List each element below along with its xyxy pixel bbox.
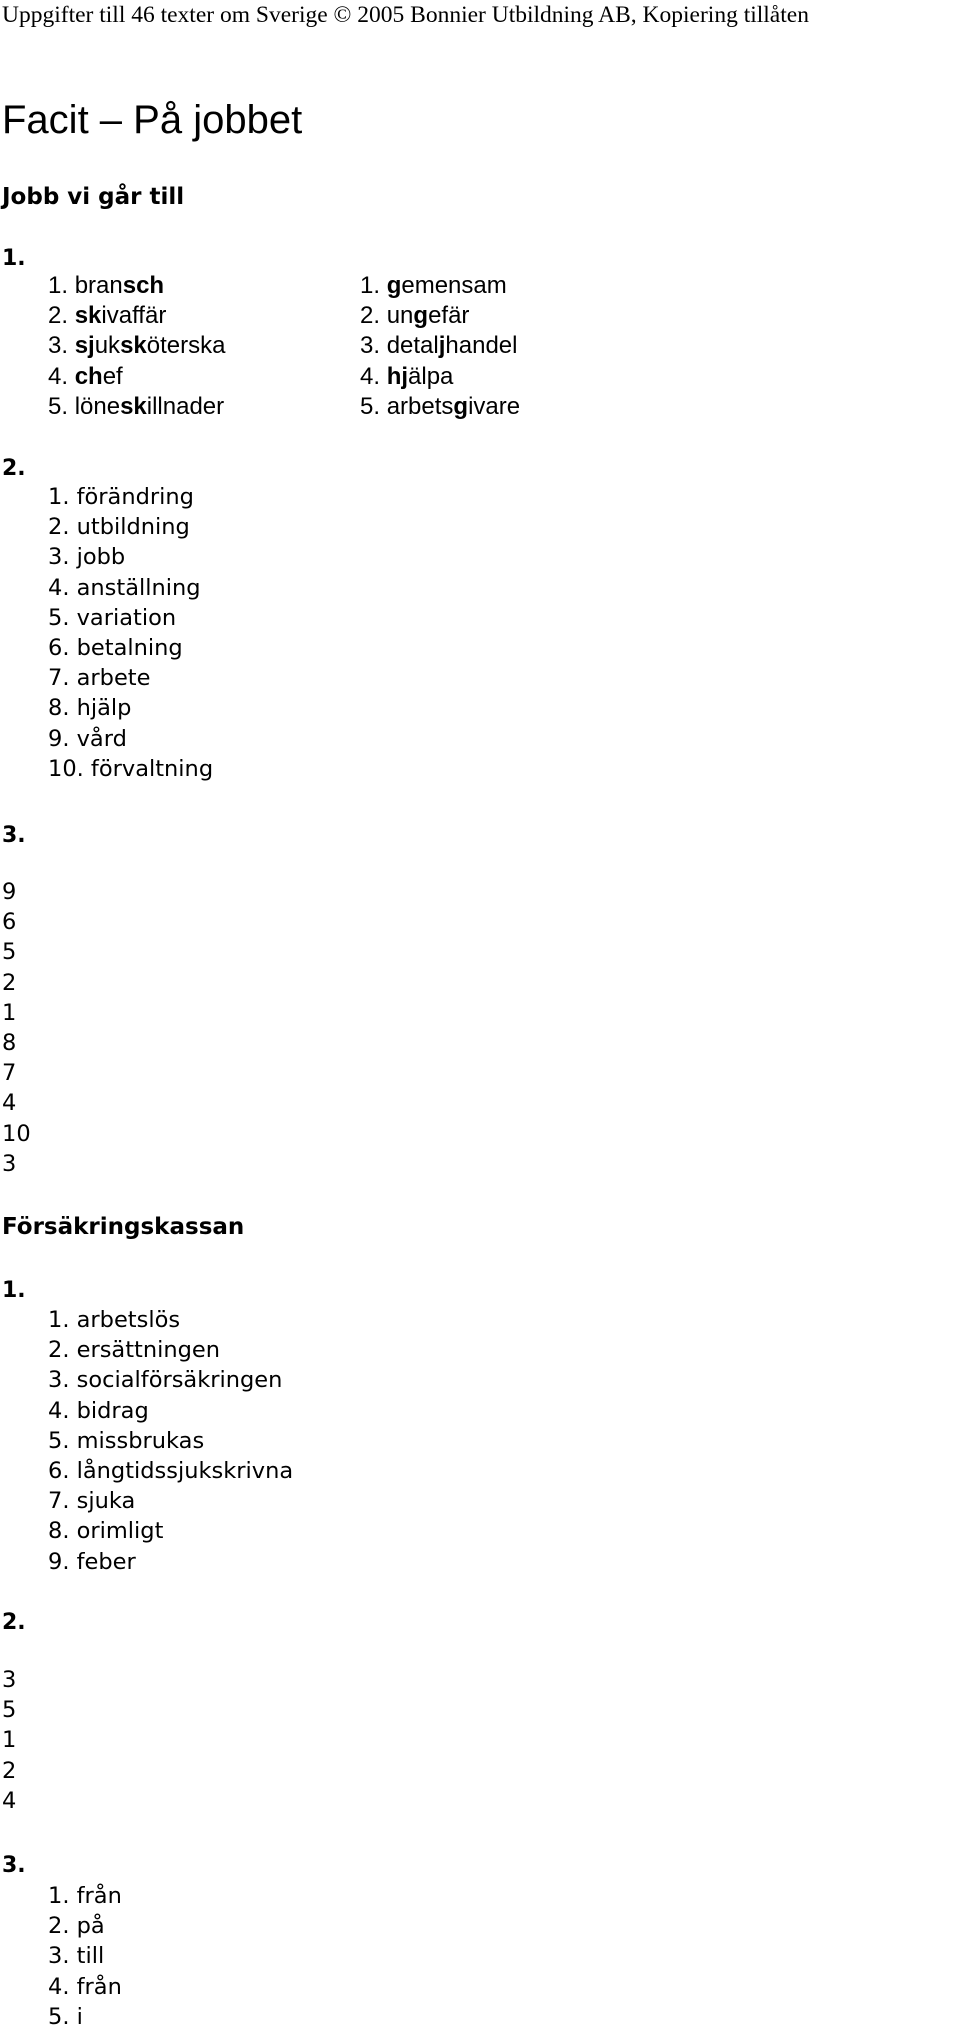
word-part: löne xyxy=(74,392,121,420)
number-item: 7 xyxy=(2,1060,17,1087)
list-item xyxy=(48,362,225,392)
list-item: 2. utbildning xyxy=(48,514,190,541)
question-label: 2. xyxy=(2,456,26,481)
list-item xyxy=(360,331,520,361)
list-item: 1. arbetslös xyxy=(48,1307,181,1333)
highlighted-letters: g xyxy=(413,302,429,330)
item-number: 1. xyxy=(48,272,75,299)
word-part: emensam xyxy=(401,272,507,299)
highlighted-letters: g xyxy=(453,392,469,420)
list-item: 10. förvaltning xyxy=(48,755,214,782)
number-item: 3 xyxy=(2,1667,17,1693)
list-item: 5. variation xyxy=(48,604,177,631)
word-part: detal xyxy=(386,332,439,360)
question-label: 2. xyxy=(2,1610,26,1635)
list-item xyxy=(48,392,225,422)
list-item: 6. långtidssjukskrivna xyxy=(48,1458,294,1485)
list-item: 9. vård xyxy=(48,725,127,752)
word-part: ef xyxy=(102,362,123,390)
highlighted-letters: g xyxy=(386,272,402,299)
word-list xyxy=(48,1305,293,1577)
list-item: 6. betalning xyxy=(48,635,183,662)
item-number: 5. xyxy=(48,392,75,420)
number-list xyxy=(2,1665,16,1816)
word-part: handel xyxy=(445,332,518,360)
item-number: 1. xyxy=(360,272,387,299)
list-item: 4. från xyxy=(48,1973,122,2000)
word-part: illnader xyxy=(146,392,225,420)
word-part: efär xyxy=(428,302,470,330)
item-number: 4. xyxy=(48,362,75,390)
highlighted-letters: hj xyxy=(386,362,409,390)
item-number: 4. xyxy=(360,362,387,390)
number-item: 4 xyxy=(2,1787,17,1814)
list-item: 2. på xyxy=(48,1913,105,1940)
list-item: 8. hjälp xyxy=(48,695,132,722)
page-title: Facit – På jobbet xyxy=(2,98,303,142)
question-label: 3. xyxy=(2,1853,26,1878)
word-list xyxy=(48,1881,122,2032)
list-item: 5. i xyxy=(48,2003,83,2030)
section-heading-jobb: Jobb vi går till xyxy=(2,184,185,210)
list-item xyxy=(360,362,520,392)
list-item: 9. feber xyxy=(48,1548,136,1575)
number-item: 10 xyxy=(2,1120,31,1147)
question-label: 1. xyxy=(2,1278,26,1303)
highlighted-letters: sk xyxy=(74,302,102,330)
page-header: Uppgifter till 46 texter om Sverige © 2005 Bonnier Utbildning AB, Kopiering tillåten xyxy=(2,2,809,28)
item-number: 5. xyxy=(360,392,387,420)
number-item: 5 xyxy=(2,939,17,966)
list-item: 3. till xyxy=(48,1943,105,1970)
item-number: 3. xyxy=(360,332,387,360)
list-item xyxy=(48,271,225,301)
word-list-left xyxy=(48,271,225,422)
list-item: 7. arbete xyxy=(48,665,151,692)
highlighted-letters: sk xyxy=(120,332,147,360)
list-item: 8. orimligt xyxy=(48,1518,164,1545)
question-label: 1. xyxy=(2,246,26,271)
number-item: 1 xyxy=(2,1727,17,1754)
number-item: 4 xyxy=(2,1090,17,1117)
number-item: 1 xyxy=(2,999,17,1026)
list-item xyxy=(360,271,520,301)
word-part: älpa xyxy=(408,362,454,390)
list-item xyxy=(48,331,225,361)
highlighted-letters: ch xyxy=(74,362,103,390)
word-list xyxy=(48,482,213,784)
word-list-right xyxy=(360,271,520,422)
item-number: 2. xyxy=(360,302,387,330)
list-item xyxy=(48,301,225,331)
number-list xyxy=(2,877,31,1179)
number-item: 5 xyxy=(2,1697,17,1724)
word-part: uk xyxy=(94,332,121,360)
list-item: 5. missbrukas xyxy=(48,1427,205,1454)
list-item: 4. anställning xyxy=(48,574,201,601)
word-part: ivare xyxy=(468,392,521,420)
item-number: 2. xyxy=(48,302,75,330)
list-item: 3. socialförsäkringen xyxy=(48,1367,283,1394)
list-item: 3. jobb xyxy=(48,544,126,571)
number-item: 9 xyxy=(2,879,17,905)
list-item: 1. från xyxy=(48,1883,122,1909)
list-item: 2. ersättningen xyxy=(48,1337,221,1364)
highlighted-letters: sk xyxy=(120,392,147,420)
list-item: 4. bidrag xyxy=(48,1397,149,1424)
word-part: arbets xyxy=(386,392,454,420)
number-item: 2 xyxy=(2,1757,17,1784)
list-item xyxy=(360,392,520,422)
number-item: 2 xyxy=(2,969,17,996)
item-number: 3. xyxy=(48,332,75,360)
highlighted-letters: sj xyxy=(74,332,95,360)
list-item xyxy=(360,301,520,331)
list-item: 1. förändring xyxy=(48,484,194,510)
word-part: ivaffär xyxy=(101,302,167,330)
number-item: 6 xyxy=(2,909,17,936)
number-item: 8 xyxy=(2,1030,17,1057)
word-part: bran xyxy=(74,272,123,299)
highlighted-letters: j xyxy=(438,332,446,360)
number-item: 3 xyxy=(2,1150,17,1177)
word-part: un xyxy=(386,302,414,330)
highlighted-letters: sch xyxy=(122,272,165,299)
list-item: 7. sjuka xyxy=(48,1488,136,1515)
word-part: öterska xyxy=(146,332,226,360)
section-heading-forsakringskassan: Försäkringskassan xyxy=(2,1214,245,1240)
question-label: 3. xyxy=(2,823,26,848)
